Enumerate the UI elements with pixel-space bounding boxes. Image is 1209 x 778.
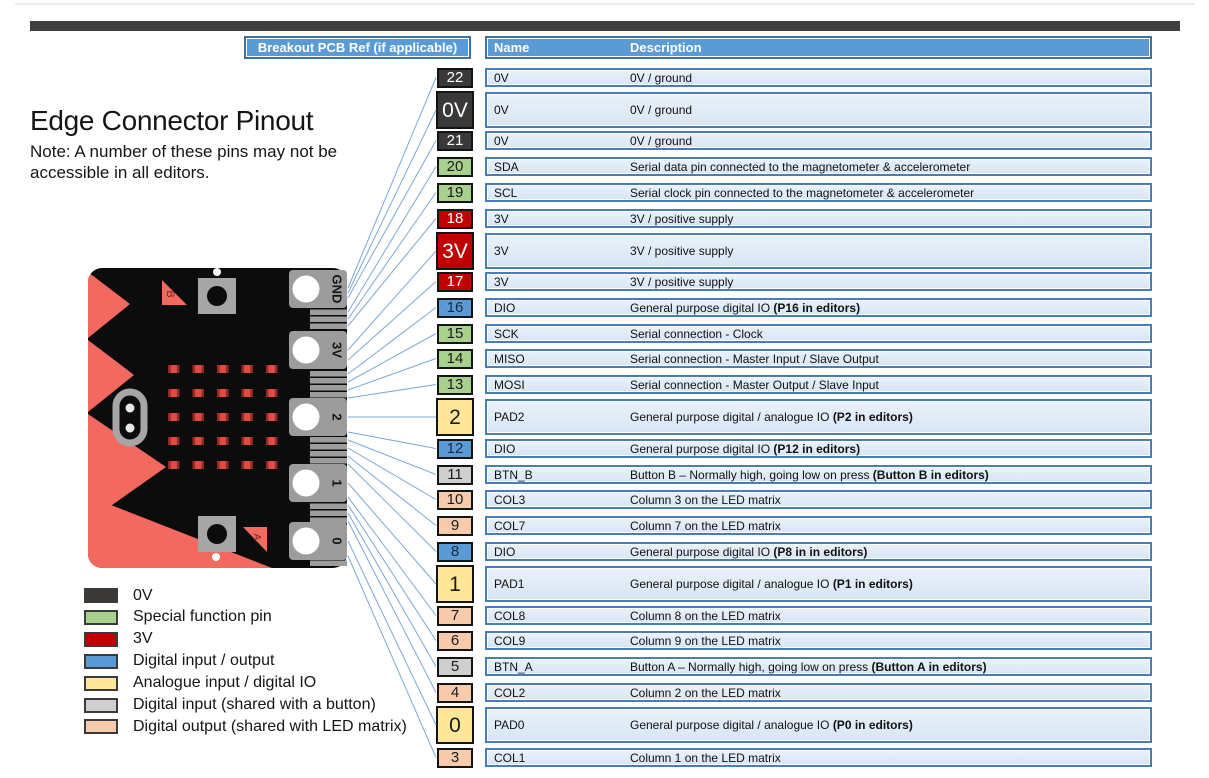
- pin-callout-line: [348, 440, 436, 475]
- pin-description: General purpose digital IO (P8 in in editors): [630, 544, 868, 559]
- pin-ref-badge: 19: [437, 183, 473, 203]
- pin-ref-badge: 1: [436, 565, 474, 603]
- pin-ref-badge: 3: [437, 748, 473, 768]
- small-pin-stripe: [310, 310, 347, 316]
- large-pad-hole: [293, 404, 320, 431]
- board-top-hole: [213, 268, 221, 276]
- large-pad-label: 0: [329, 537, 345, 545]
- legend-label: Analogue input / digital IO: [133, 674, 317, 692]
- pin-ref-badge: 10: [437, 490, 473, 510]
- pin-description: Serial clock pin connected to the magnetometer & accelerometer: [630, 185, 975, 200]
- small-pin-stripe: [310, 511, 347, 517]
- pin-name: 0V: [494, 133, 509, 148]
- pin-description: 0V / ground: [630, 133, 693, 148]
- pin-name: 0V: [494, 103, 509, 117]
- pin-name: DIO: [494, 300, 516, 315]
- pin-ref-badge: 6: [437, 631, 473, 651]
- pin-description: Column 8 on the LED matrix: [630, 608, 781, 623]
- small-pin-stripe: [310, 458, 347, 464]
- pin-name: DIO: [494, 441, 516, 456]
- pin-name: BTN_A: [494, 659, 533, 674]
- pin-callout-line: [348, 556, 436, 758]
- pin-callout-line: [348, 448, 436, 500]
- pin-name: DIO: [494, 544, 516, 559]
- pin-ref-badge: 9: [437, 516, 473, 536]
- pin-callout-line: [348, 282, 436, 361]
- pin-ref-badge: 17: [437, 272, 473, 292]
- pin-description: Column 9 on the LED matrix: [630, 633, 781, 648]
- pin-description: General purpose digital / analogue IO (P0 in editors): [630, 718, 913, 732]
- pin-callout-line: [348, 167, 436, 313]
- pin-ref-badge: 21: [437, 131, 473, 151]
- large-pad-label: 2: [329, 413, 345, 421]
- pin-description: Column 1 on the LED matrix: [630, 750, 781, 765]
- small-pin-stripe: [310, 378, 347, 384]
- pin-name: COL9: [494, 633, 526, 648]
- pin-name: SDA: [494, 159, 519, 174]
- pin-description: Serial connection - Master Input / Slave Output: [630, 351, 879, 366]
- small-pin-stripe: [310, 504, 347, 510]
- pin-ref-badge: 12: [437, 439, 473, 459]
- pin-ref-badge: 8: [437, 542, 473, 562]
- pin-ref-badge: 14: [437, 349, 473, 369]
- pin-callout-lines: [348, 78, 436, 758]
- pin-callout-line: [348, 505, 436, 641]
- pin-callout-line: [348, 513, 436, 667]
- pin-description: General purpose digital / analogue IO (P2 in editors): [630, 410, 913, 424]
- description-column-header: Description: [630, 40, 702, 55]
- pin-ref-badge: 20: [437, 157, 473, 177]
- pin-description: 3V / positive supply: [630, 274, 734, 289]
- pin-name: COL7: [494, 518, 526, 533]
- pin-ref-badge: 22: [437, 68, 473, 88]
- pin-name: PAD1: [494, 577, 525, 591]
- legend-label: Digital input (shared with a button): [133, 696, 376, 713]
- pin-description: 0V / ground: [630, 103, 693, 117]
- button-b-label: B: [164, 290, 176, 298]
- pin-description: 0V / ground: [630, 70, 693, 85]
- small-pin-stripe: [310, 451, 347, 457]
- pin-callout-line: [348, 385, 436, 399]
- pin-name: COL3: [494, 492, 526, 507]
- pin-callout-line: [348, 432, 436, 449]
- pin-ref-badge: 15: [437, 324, 473, 344]
- large-pad-hole: [293, 528, 320, 555]
- pin-name: SCK: [494, 326, 519, 341]
- pin-name: MISO: [494, 351, 525, 366]
- pin-description: Serial connection - Master Output / Slave Input: [630, 377, 879, 392]
- board-bottom-hole: [212, 553, 220, 561]
- pin-name: 3V: [494, 274, 509, 289]
- large-pad-label: 1: [329, 479, 345, 487]
- button-a-label: A: [251, 533, 262, 541]
- pin-description: Column 7 on the LED matrix: [630, 518, 781, 533]
- small-pin-stripe: [310, 385, 347, 391]
- pin-ref-badge: 11: [437, 465, 473, 485]
- pin-description: Button A – Normally high, going low on press (Button A in editors): [630, 659, 987, 674]
- small-pin-stripe: [310, 371, 347, 377]
- pin-name: COL1: [494, 750, 526, 765]
- pin-name: COL2: [494, 685, 526, 700]
- legend-label: 0V: [133, 586, 153, 604]
- page-title: Edge Connector Pinout: [30, 105, 314, 136]
- pin-ref-badge: 7: [437, 606, 473, 626]
- pin-ref-badge: 0V: [436, 91, 474, 129]
- large-pad-label: GND: [329, 274, 345, 304]
- pin-ref-badge: 5: [437, 657, 473, 677]
- small-pin-stripe: [310, 392, 347, 398]
- legend-label: Digital output (shared with LED matrix): [133, 717, 407, 735]
- pin-description: General purpose digital IO (P12 in editors): [630, 441, 861, 456]
- pin-name: MOSI: [494, 377, 525, 392]
- pin-ref-badge: 16: [437, 298, 473, 318]
- ref-header-label: Breakout PCB Ref (if applicable): [257, 40, 458, 55]
- large-pad-hole: [293, 470, 320, 497]
- pin-name: 0V: [494, 70, 509, 85]
- pin-name: PAD2: [494, 410, 525, 424]
- pin-ref-badge: 18: [437, 209, 473, 229]
- small-pin-stripe: [310, 324, 347, 330]
- pin-description: General purpose digital IO (P16 in editors): [630, 300, 861, 315]
- large-pad-hole: [293, 276, 320, 303]
- pin-ref-badge: 3V: [436, 232, 474, 270]
- pin-callout-line: [348, 521, 436, 693]
- legend-label: 3V: [133, 630, 153, 648]
- large-pad-label: 3V: [329, 342, 345, 358]
- legend-label: Digital input / output: [133, 652, 275, 670]
- pin-description: 3V / positive supply: [630, 211, 734, 226]
- pin-ref-badge: 4: [437, 683, 473, 703]
- pin-ref-badge: 2: [436, 398, 474, 436]
- pin-callout-line: [348, 464, 436, 552]
- pin-callout-line: [348, 141, 436, 299]
- small-pin-stripe: [310, 561, 347, 567]
- name-column-header: Name: [494, 40, 530, 55]
- pin-description: 3V / positive supply: [630, 244, 734, 258]
- pin-description: Serial connection - Clock: [630, 326, 763, 341]
- pin-callout-line: [348, 219, 436, 327]
- pin-name: PAD0: [494, 718, 525, 732]
- pin-ref-badge: 0: [436, 706, 474, 744]
- pin-name: COL8: [494, 608, 526, 623]
- legend-label: Special function pin: [133, 608, 272, 626]
- pin-name: 3V: [494, 244, 509, 258]
- pin-description: Column 2 on the LED matrix: [630, 685, 781, 700]
- page-note: Note: A number of these pins may not be accessible in all editors.: [30, 142, 338, 183]
- pin-name: 3V: [494, 211, 509, 226]
- small-pin-stripe: [310, 317, 347, 323]
- pin-description: Column 3 on the LED matrix: [630, 492, 781, 507]
- small-pin-stripe: [310, 444, 347, 450]
- pin-name: BTN_B: [494, 467, 533, 482]
- pin-description: Button B – Normally high, going low on press (Button B in editors): [630, 467, 989, 482]
- large-pad-hole: [293, 337, 320, 364]
- pin-ref-badge: 13: [437, 375, 473, 395]
- pin-description: General purpose digital / analogue IO (P1 in editors): [630, 577, 913, 591]
- small-pin-stripe: [310, 437, 347, 443]
- pin-description: Serial data pin connected to the magnetometer & accelerometer: [630, 159, 971, 174]
- pin-name: SCL: [494, 185, 518, 200]
